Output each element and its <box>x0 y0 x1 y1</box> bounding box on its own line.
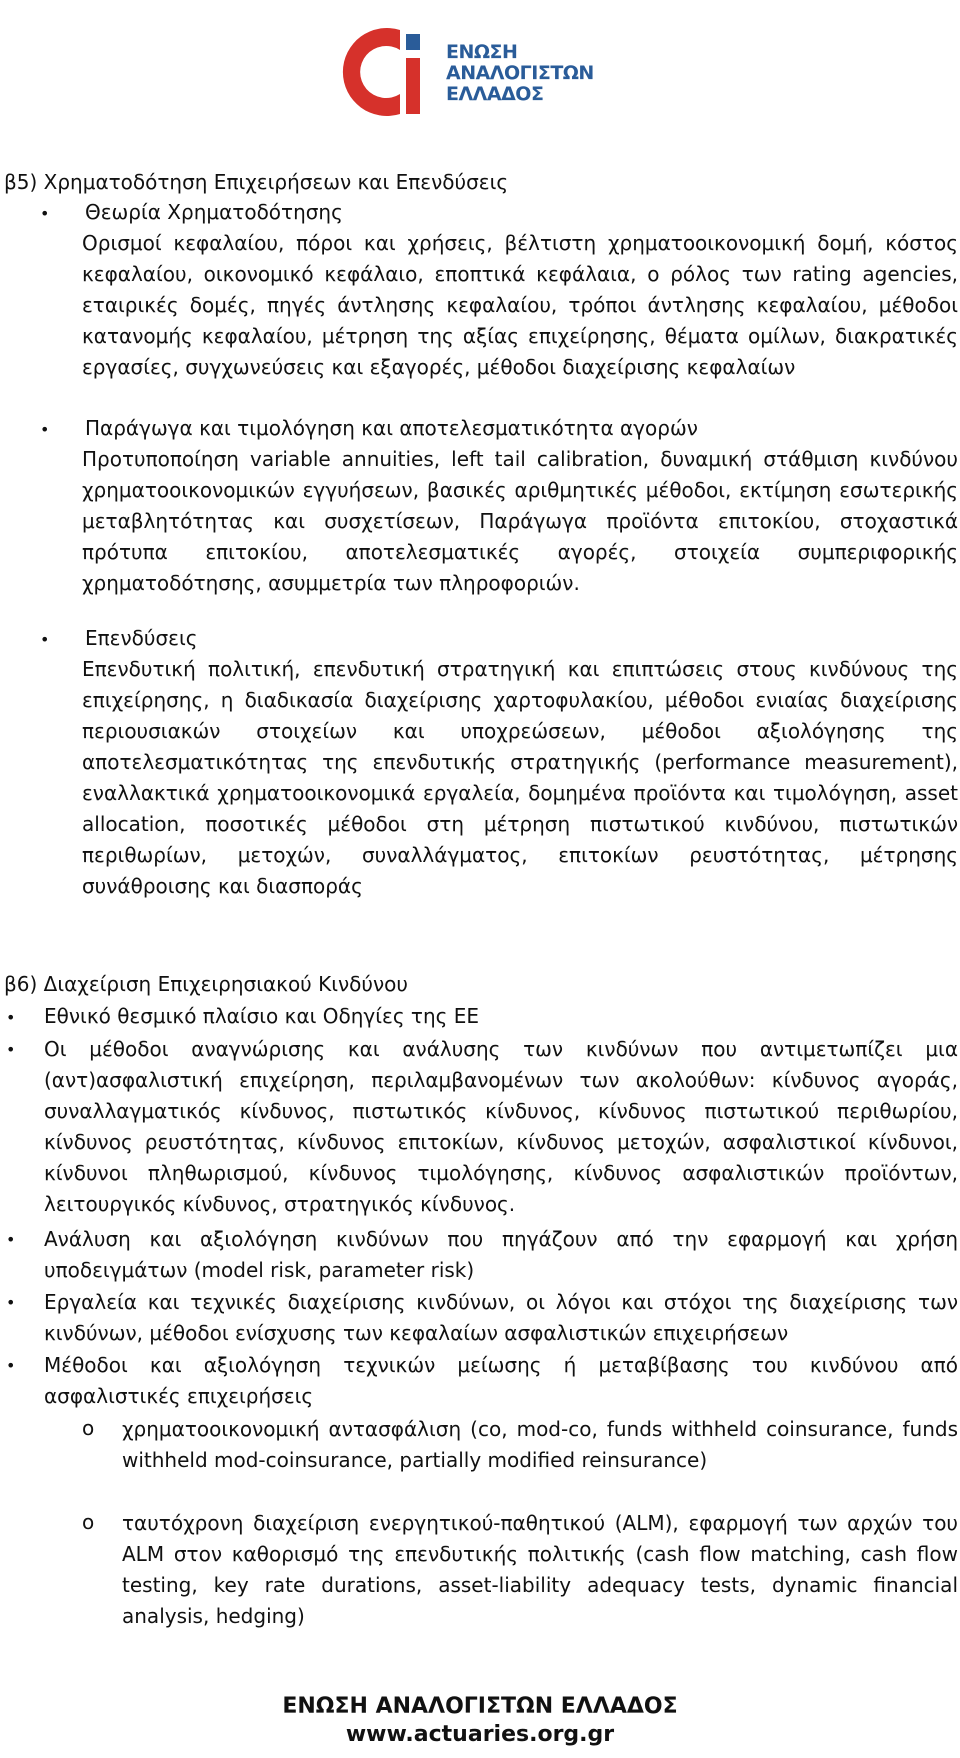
sub-bullet-icon: o <box>82 1510 95 1534</box>
b5-item-heading: Επενδύσεις <box>85 626 198 650</box>
b6-item: Εθνικό θεσμικό πλαίσιο και Οδηγίες της ΕΕ <box>44 1004 479 1028</box>
b5-item-heading: Θεωρία Χρηματοδότησης <box>85 200 343 224</box>
logo <box>330 22 594 122</box>
bullet-icon: • <box>6 1008 16 1027</box>
bullet-icon: • <box>40 204 50 223</box>
b6-subitem: ταυτόχρονη διαχείριση ενεργητικού-παθητικού (ALM), εφαρμογή των αρχών του ALM στον καθορισμό της επενδυτικής πολιτικής (cash flow matching, cash flow testing, key rate durations, asset-liability adequacy tests, dynamic financial analysis, hedging) <box>122 1511 958 1628</box>
footer-website-link[interactable]: www.actuaries.org.gr <box>345 1722 615 1747</box>
logo-text <box>446 42 594 105</box>
footer-org-name: ΕΝΩΣΗ ΑΝΑΛΟΓΙΣΤΩΝ ΕΛΛΑΔΟΣ <box>282 1694 678 1719</box>
b5-item-body: Ορισμοί κεφαλαίου, πόροι και χρήσεις, βέλτιστη χρηματοοικονομική δομή, κόστος κεφαλαίου, οικονομικό κεφάλαιο, εποπτικά κεφάλαια, ο ρόλος των rating agencies, εταιρικές δομές, πηγές άντλησης κεφαλαίου, τρόποι άντλησης κεφαλαίου, μέθοδοι κατανομής κεφαλαίου, μέτρηση της αξίας επιχείρησης, θέματα ομίλων, διακρατικές εργασίες, συγχωνεύσεις και εξαγορές, μέθοδοι διαχείρισης κεφαλαίων <box>82 231 958 379</box>
b5-item-body: Επενδυτική πολιτική, επενδυτική στρατηγική και επιπτώσεις στους κινδύνους της επιχείρησης, η διαδικασία διαχείρισης χαρτοφυλακίου, μέθοδοι ενιαίας διαχείρισης περιουσιακών στοιχείων και υποχρεώσεων, μέθοδοι αξιολόγησης της αποτελεσματικότητας της επενδυτικής στρατηγικής (performance measurement), εναλλακτικά χρηματοοικονομικά εργαλεία, δομημένα προϊόντα και τιμολόγηση, asset allocation, ποσοτικές μέθοδοι στη μέτρηση πιστωτικού κινδύνου, πιστωτικών περιθωρίων, μετοχών, συναλλάγματος, επιτοκίων ρευστότητας, μέτρησης συνάθροισης και διασποράς <box>82 657 958 898</box>
b6-item: Ανάλυση και αξιολόγηση κινδύνων που πηγάζουν από την εφαρμογή και χρήση υποδειγμάτων (model risk, parameter risk) <box>44 1227 958 1282</box>
logo-line-2: ΑΝΑΛΟΓΙΣΤΩΝ <box>446 62 594 84</box>
bullet-icon: • <box>6 1040 16 1059</box>
bullet-icon: • <box>40 630 50 649</box>
b6-item: Οι μέθοδοι αναγνώρισης και ανάλυσης των κινδύνων που αντιμετωπίζει μια (αντ)ασφαλιστική επιχείρηση, περιλαμβανομένων των ακολούθων: κίνδυνος αγοράς, συναλλαγματικός κίνδυνος, πιστωτικός κίνδυνος, κίνδυνος πιστωτικού περιθωρίου, κίνδυνος ρευστότητας, κίνδυνος επιτοκίων, κίνδυνος μετοχών, ασφαλιστικοί κίνδυνοι, κίνδυνοι πληθωρισμού, κίνδυνος τιμολόγησης, κίνδυνος ασφαλιστικών προϊόντων, λειτουργικός κίνδυνος, στρατηγικός κίνδυνος. <box>44 1037 958 1216</box>
b6-subitem: χρηματοοικονομική αντασφάλιση (co, mod-co, funds withheld coinsurance, funds withheld mod-coinsurance, partially modified reinsurance) <box>122 1417 958 1472</box>
logo-mark-icon <box>330 22 450 122</box>
b5-item-body: Προτυποποίηση variable annuities, left tail calibration, δυναμική στάθμιση κινδύνου χρηματοοικονομικών εγγυήσεων, βασικές αριθμητικές μέθοδοι, εκτίμηση εσωτερικής μεταβλητότητας και συσχετίσεων, Παράγωγα προϊόντα επιτοκίου, στοχαστικά πρότυπα επιτοκίου, αποτελεσματικές αγορές, στοιχεία συμπεριφορικής χρηματοδότησης, ασυμμετρία των πληροφοριών. <box>82 447 958 595</box>
bullet-icon: • <box>6 1230 16 1249</box>
sub-bullet-icon: o <box>82 1416 95 1440</box>
logo-line-3: ΕΛΛΑΔΟΣ <box>446 83 544 105</box>
bullet-icon: • <box>6 1293 16 1312</box>
bullet-icon: • <box>40 420 50 439</box>
b6-item: Εργαλεία και τεχνικές διαχείρισης κινδύνων, οι λόγοι και στόχοι της διαχείρισης των κινδύνων, μέθοδοι ενίσχυσης των κεφαλαίων ασφαλιστικών επιχειρήσεων <box>44 1290 958 1345</box>
section-title-b5: β5) Χρηματοδότηση Επιχειρήσεων και Επενδύσεις <box>4 170 509 194</box>
bullet-icon: • <box>6 1356 16 1375</box>
section-title-b6: β6) Διαχείριση Επιχειρησιακού Κινδύνου <box>4 972 408 996</box>
b6-item: Μέθοδοι και αξιολόγηση τεχνικών μείωσης ή μεταβίβασης του κινδύνου από ασφαλιστικές επιχειρήσεις <box>44 1353 958 1408</box>
logo-line-1: ΕΝΩΣΗ <box>446 41 518 63</box>
b5-item-heading: Παράγωγα και τιμολόγηση και αποτελεσματικότητα αγορών <box>85 416 698 440</box>
